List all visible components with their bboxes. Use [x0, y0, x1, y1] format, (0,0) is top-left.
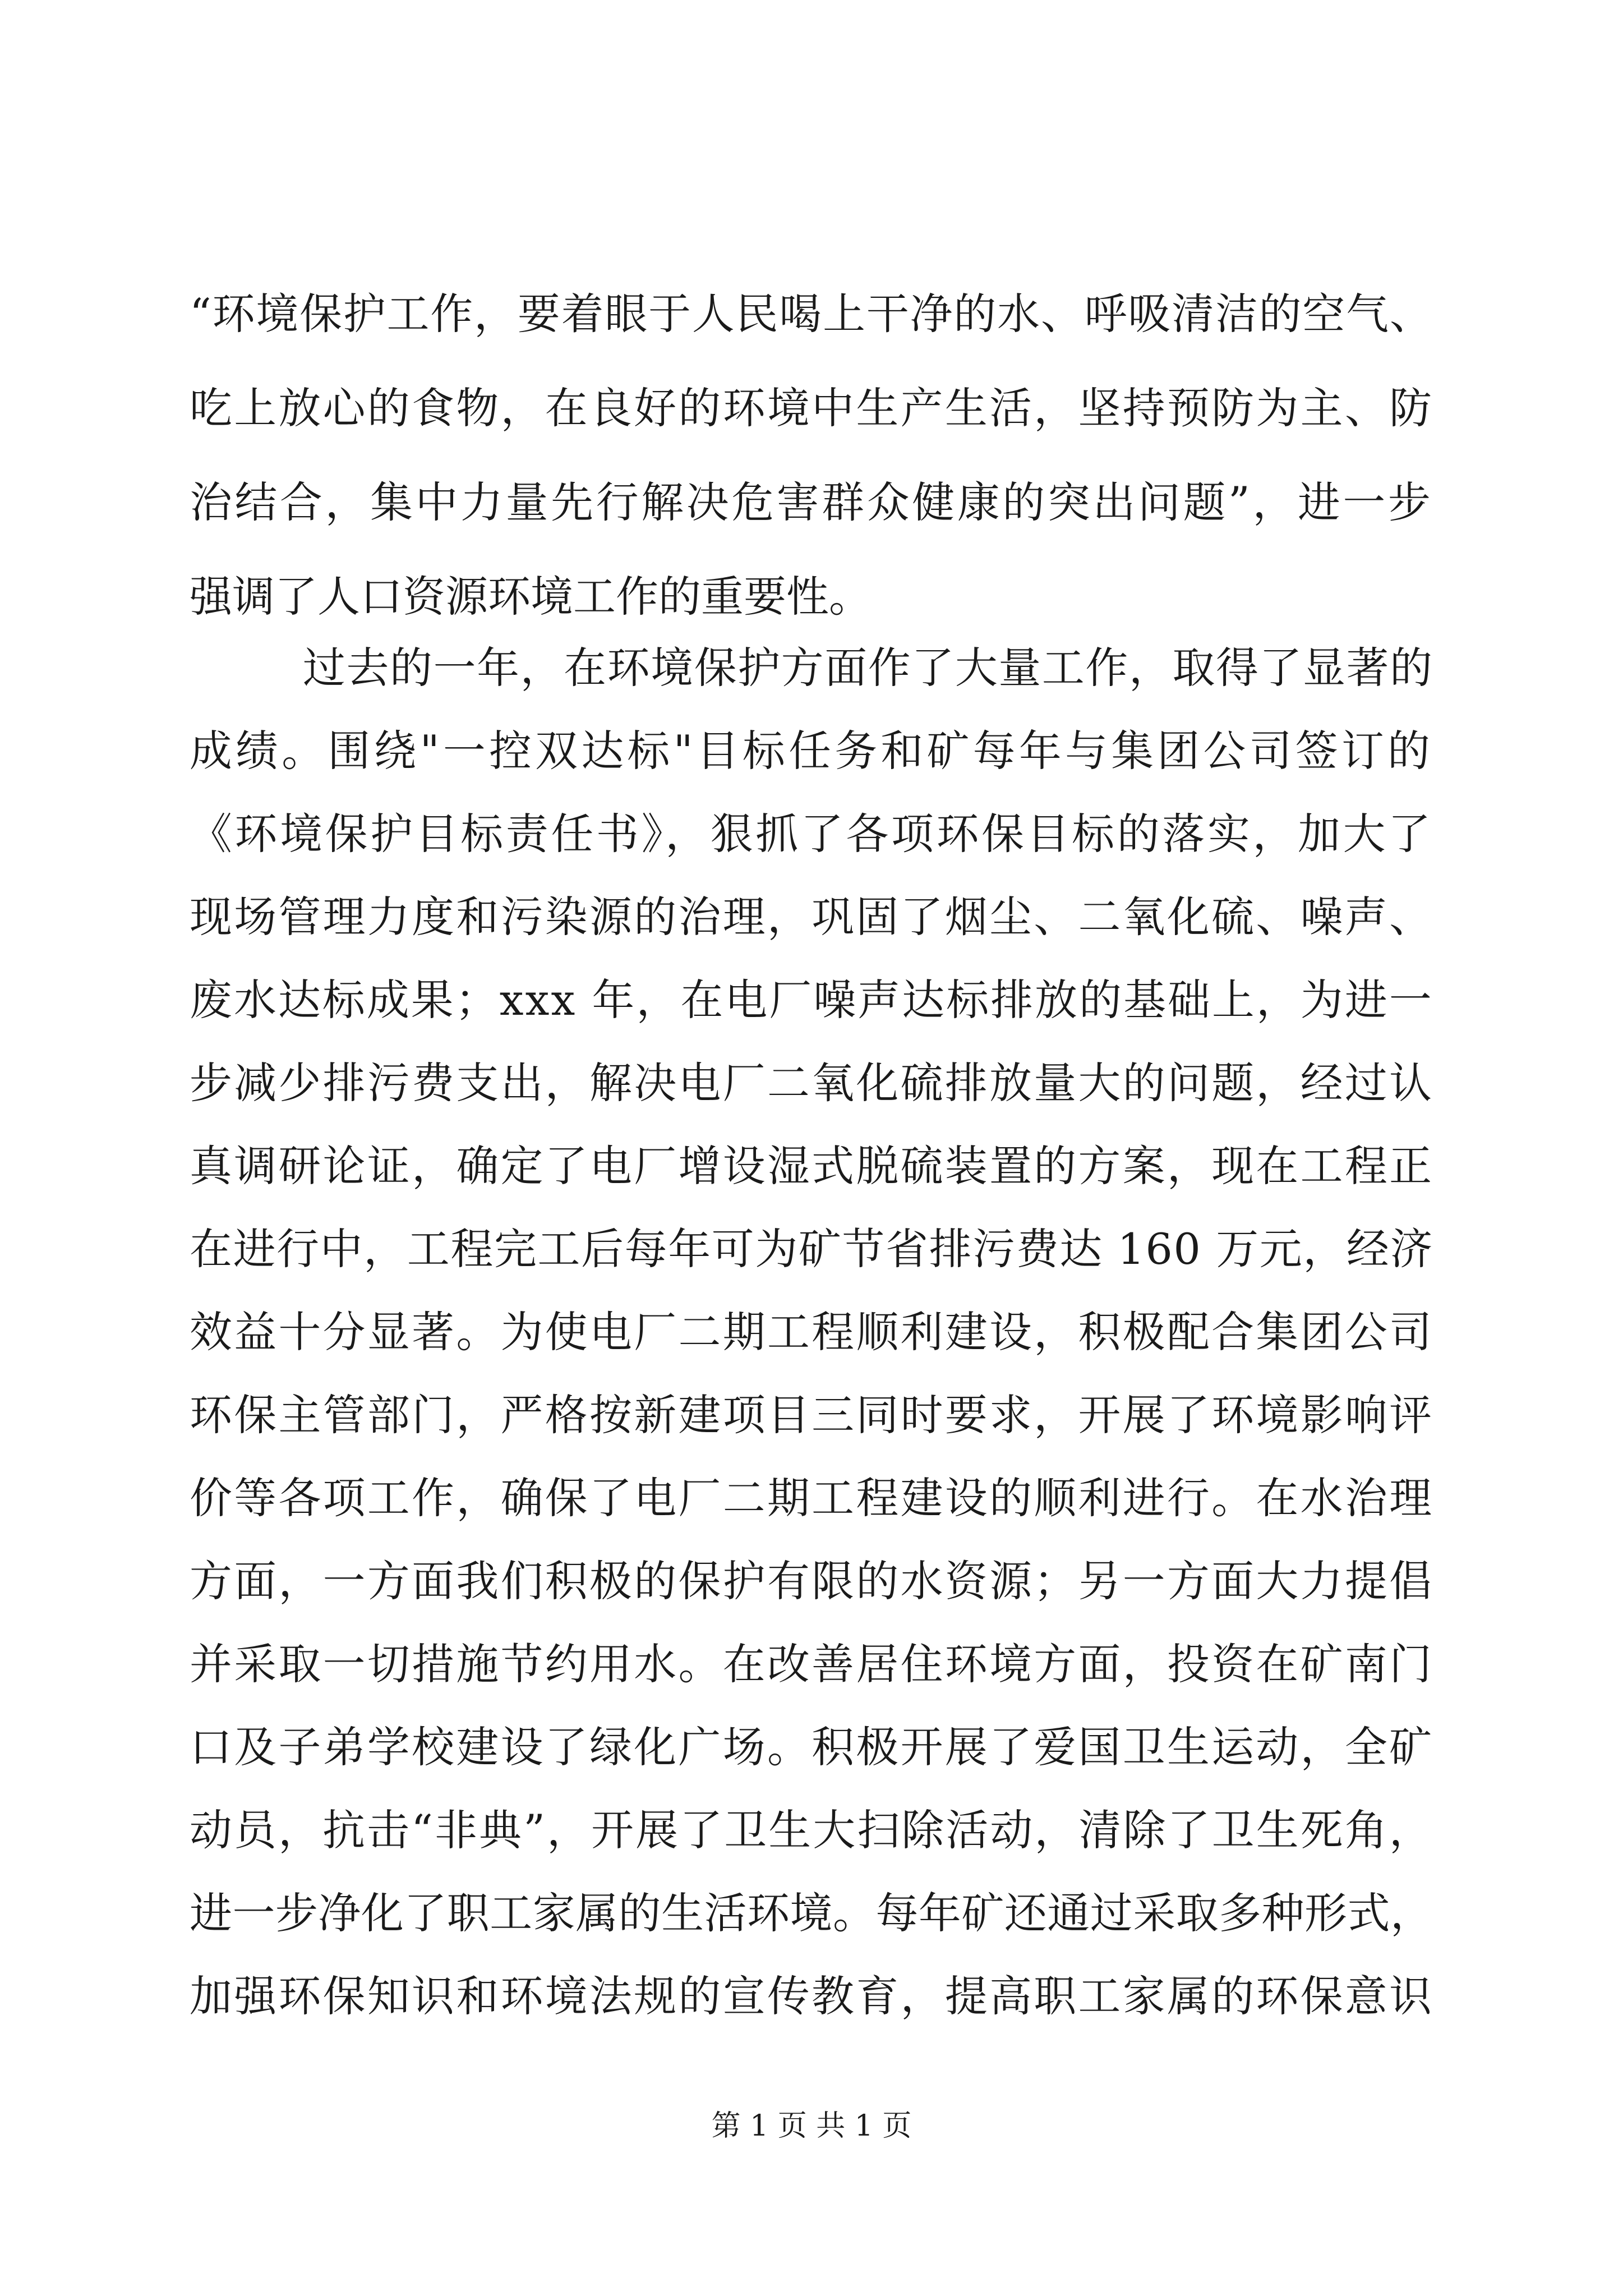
text-line: “环境保护工作，要着眼于人民喝上干净的水、呼吸清洁的空气、 [190, 289, 1433, 339]
text-line: 动员，抗击“非典”，开展了卫生大扫除活动，清除了卫生死角， [190, 1805, 1433, 1855]
text-line: 进一步净化了职工家属的生活环境。每年矿还通过采取多种形式， [190, 1888, 1433, 1938]
text-line: 效益十分显著。为使电厂二期工程顺利建设，积极配合集团公司 [190, 1307, 1434, 1357]
text-line: 现场管理力度和污染源的治理，巩固了烟尘、二氧化硫、噪声、 [190, 892, 1434, 942]
text-line: 价等各项工作，确保了电厂二期工程建设的顺利进行。在水治理 [190, 1473, 1434, 1523]
text-line: 真调研论证，确定了电厂增设湿式脱硫装置的方案，现在工程正 [190, 1141, 1434, 1191]
page-footer: 第 1 页 共 1 页 [711, 2109, 912, 2143]
text-line: 治结合，集中力量先行解决危害群众健康的突出问题”，进一步 [190, 477, 1433, 527]
text-line: 废水达标成果；xxx 年，在电厂噪声达标排放的基础上，为进一 [190, 975, 1433, 1025]
text-line: 步减少排污费支出，解决电厂二氧化硫排放量大的问题，经过认 [190, 1058, 1434, 1108]
text-line: 吃上放心的食物，在良好的环境中生产生活，坚持预防为主、防 [190, 383, 1434, 433]
text-line: 方面，一方面我们积极的保护有限的水资源；另一方面大力提倡 [190, 1556, 1434, 1606]
text-line: 环保主管部门，严格按新建项目三同时要求，开展了环境影响评 [190, 1390, 1434, 1440]
text-line: 成绩。围绕"一控双达标"目标任务和矿每年与集团公司签订的 [190, 726, 1434, 776]
text-line: 在进行中，工程完工后每年可为矿节省排污费达 160 万元，经济 [190, 1224, 1434, 1274]
text-line: 口及子弟学校建设了绿化广场。积极开展了爱国卫生运动，全矿 [190, 1722, 1434, 1772]
text-line: 强调了人口资源环境工作的重要性。 [190, 572, 872, 622]
text-line: 过去的一年，在环境保护方面作了大量工作，取得了显著的 [303, 643, 1433, 693]
text-line: 并采取一切措施节约用水。在改善居住环境方面，投资在矿南门 [190, 1639, 1434, 1689]
text-line: 加强环保知识和环境法规的宣传教育，提高职工家属的环保意识 [190, 1971, 1434, 2021]
text-line: 《环境保护目标责任书》，狠抓了各项环保目标的落实，加大了 [190, 809, 1433, 859]
